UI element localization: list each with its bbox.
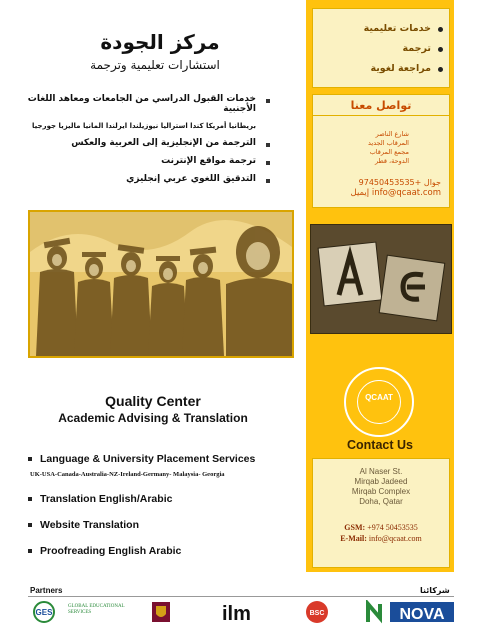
bsc-logo-text: BSC bbox=[309, 610, 325, 617]
global-educational-logo-text: GLOBAL EDUCATIONAL SERVICES bbox=[68, 604, 125, 615]
arabic-address-line: المرقاب الجديد bbox=[367, 139, 409, 147]
partners-label-en: Partners bbox=[30, 586, 63, 595]
arabic-email[interactable]: info@qcaat.com إيميل bbox=[350, 188, 441, 198]
graduates-photo bbox=[28, 210, 294, 358]
contact-phone bbox=[313, 523, 449, 532]
arabic-contact-box bbox=[312, 94, 450, 208]
side-service-item: مراجعة لغوية bbox=[313, 59, 449, 79]
side-panel bbox=[306, 0, 454, 572]
side-services-box bbox=[312, 8, 450, 88]
email-address[interactable]: info@qcaat.com bbox=[368, 534, 422, 543]
english-service-item: Proofreading English Arabic bbox=[28, 542, 308, 562]
partners-divider bbox=[28, 596, 454, 597]
bsc-logo bbox=[300, 600, 334, 624]
crest-logo bbox=[148, 600, 174, 624]
side-service-item: خدمات تعليمية bbox=[313, 19, 449, 39]
arabic-service-item: ترجمة مواقع الإنترنت bbox=[20, 156, 270, 166]
language-blocks-illustration bbox=[311, 225, 451, 333]
english-service-item: Website Translation bbox=[28, 516, 308, 536]
side-services-list bbox=[313, 19, 449, 79]
ilm-logo-text: ilm bbox=[222, 603, 251, 624]
english-subtitle: Academic Advising & Translation bbox=[58, 411, 248, 425]
arabic-address-line: الدوحة، قطر bbox=[374, 157, 409, 165]
ges-logo bbox=[30, 600, 58, 624]
email-label: E-Mail: bbox=[340, 534, 367, 543]
arabic-title: مركز الجودة bbox=[100, 30, 220, 54]
english-service-item: Language & University Placement Services bbox=[28, 450, 308, 470]
arabic-subtitle: استشارات تعليمية وترجمة bbox=[90, 58, 220, 72]
contact-title: Contact Us bbox=[347, 438, 413, 452]
arabic-service-item: خدمات القبول الدراسي من الجامعات ومعاهد اللغات الأجنبية bbox=[20, 94, 270, 114]
phone-number: +974 50453535 bbox=[367, 523, 418, 532]
address-line: Mirqab Jadeed bbox=[354, 477, 408, 486]
nova-logo bbox=[366, 600, 456, 624]
address-line: Al Naser St. bbox=[359, 467, 403, 476]
arabic-service-item: التدقيق اللغوي عربي إنجليزي bbox=[20, 174, 270, 184]
arabic-services-list bbox=[20, 94, 270, 184]
arabic-contact-title: تواصل معنا bbox=[313, 99, 449, 116]
arabic-service-item: الترجمة من الإنجليزية إلى العربية والعكس bbox=[20, 138, 270, 148]
side-service-item: ترجمة bbox=[313, 39, 449, 59]
arabic-phone: جوال +97450453535 bbox=[358, 178, 441, 187]
arabic-address bbox=[313, 130, 449, 166]
english-services-list bbox=[28, 450, 308, 562]
english-countries-line: UK-USA-Canada-Australia-NZ-Ireland-Germany- Malaysia- Georgia bbox=[30, 471, 225, 478]
english-service-item: Translation English/Arabic bbox=[28, 490, 308, 510]
ilm-logo bbox=[220, 600, 264, 624]
seal-text: QCAAT bbox=[365, 393, 393, 402]
contact-email[interactable] bbox=[313, 534, 449, 543]
contact-box bbox=[312, 458, 450, 568]
graduates-illustration bbox=[30, 212, 292, 356]
partners-label-ar: شركائنا bbox=[420, 586, 450, 595]
nova-logo-text: NOVA bbox=[399, 606, 445, 623]
arabic-address-line: مجمع المرقاب bbox=[369, 148, 409, 156]
qcaat-seal-logo bbox=[344, 367, 414, 437]
address-line: Doha, Qatar bbox=[359, 497, 403, 506]
english-title: Quality Center bbox=[105, 393, 201, 409]
contact-address bbox=[313, 467, 449, 507]
language-blocks-image bbox=[310, 224, 452, 334]
seal-inner-ring bbox=[357, 380, 401, 424]
phone-label: GSM: bbox=[344, 523, 366, 532]
address-line: Mirqab Complex bbox=[351, 487, 411, 496]
arabic-address-line: شارع الناصر bbox=[375, 130, 409, 138]
ges-logo-text: GES bbox=[35, 608, 53, 617]
arabic-countries-line: بريطانيا أمريكا كندا استراليا نيوزيلندا ايرلندا المانيا ماليزيا جورجيا bbox=[32, 122, 256, 130]
